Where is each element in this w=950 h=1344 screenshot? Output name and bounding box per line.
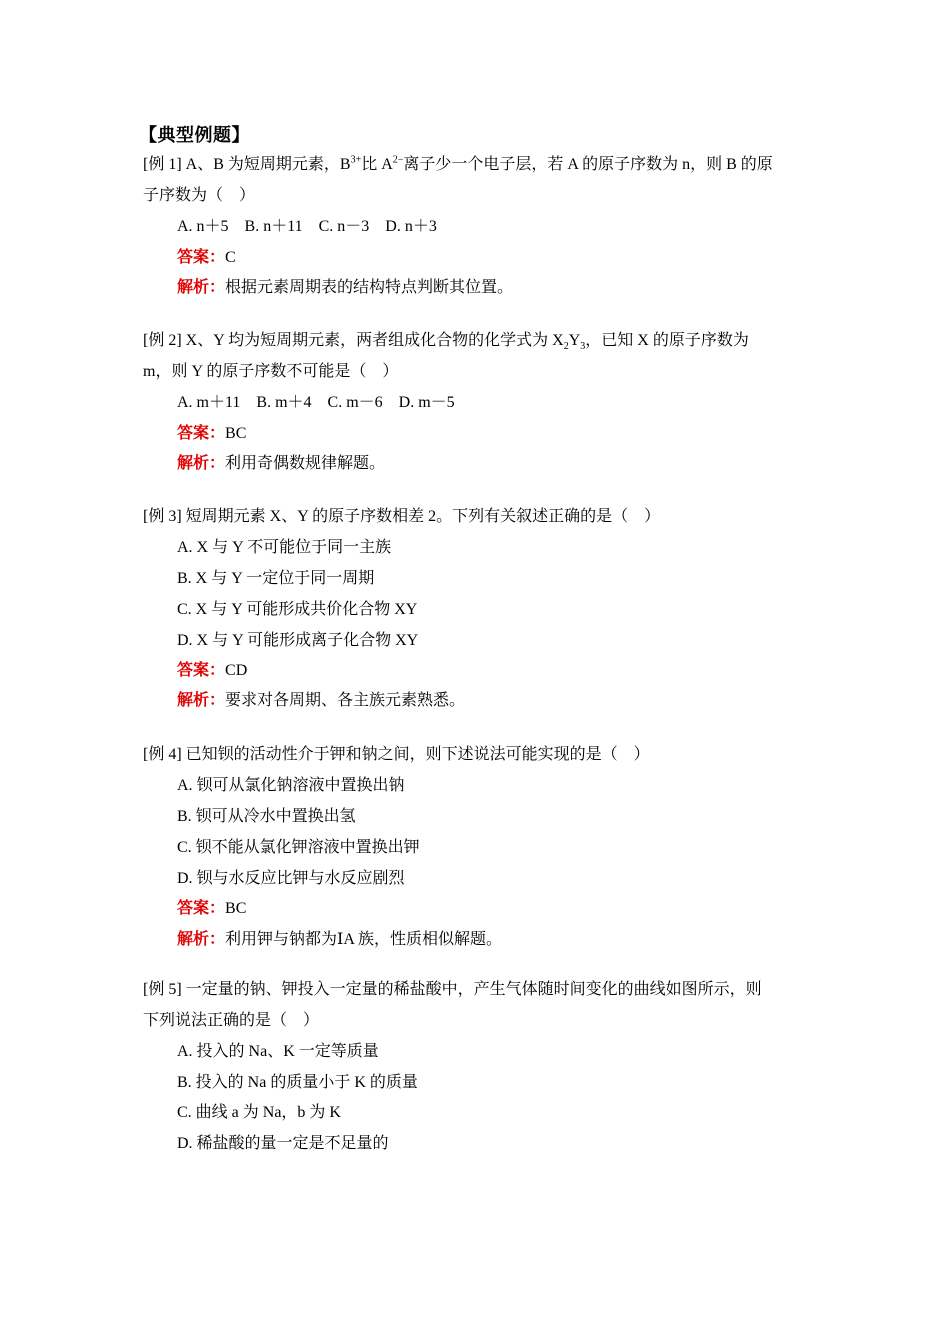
example-4-analysis: 解析：利用钾与钠都为ⅠA 族，性质相似解题。	[177, 931, 503, 948]
example-1-question-line-1: [例 1] A、B 为短周期元素，$B^{3+}$比 $A^{2-}$离子少一个电子层，若 A 的原子序数为 n，则 B 的原	[143, 154, 773, 173]
example-1-question-line-2: 子序数为（ ）	[143, 187, 256, 204]
answer-label: 答案：	[177, 425, 226, 442]
example-2-analysis: 解析：利用奇偶数规律解题。	[177, 455, 386, 472]
section-heading: 【典型例题】	[139, 125, 250, 145]
answer-label: 答案：	[177, 662, 226, 679]
example-4-option-a: A. 钡可从氯化钠溶液中置换出钠	[177, 777, 405, 794]
example-5-option-b: B. 投入的 Na 的质量小于 K 的质量	[177, 1074, 418, 1091]
example-1-options: A. n＋5 B. n＋11 C. n－3 D. n＋3	[177, 218, 437, 235]
example-4-option-b: B. 钡可从冷水中置换出氢	[177, 808, 356, 825]
analysis-label: 解析：	[177, 692, 226, 709]
example-2-answer: 答案：BC	[177, 425, 247, 442]
example-5-question-line-1: [例 5] 一定量的钠、钾投入一定量的稀盐酸中，产生气体随时间变化的曲线如图所示，则	[143, 981, 762, 998]
example-3-analysis: 解析：要求对各周期、各主族元素熟悉。	[177, 692, 466, 709]
example-4-question: [例 4] 已知钡的活动性介于钾和钠之间，则下述说法可能实现的是（ ）	[143, 746, 650, 763]
answer-label: 答案：	[177, 900, 226, 917]
example-4-option-d: D. 钡与水反应比钾与水反应剧烈	[177, 870, 405, 887]
example-3-option-a: A. X 与 Y 不可能位于同一主族	[177, 539, 392, 556]
analysis-label: 解析：	[177, 931, 226, 948]
example-3-answer: 答案：CD	[177, 662, 248, 679]
example-2-question-line-1: [例 2] X、Y 均为短周期元素，两者组成化合物的化学式为 $X_2Y_3$，已知 X 的原子序数为	[143, 332, 749, 353]
example-5-option-a: A. 投入的 Na、K 一定等质量	[177, 1043, 379, 1060]
example-3-option-c: C. X 与 Y 可能形成共价化合物 XY	[177, 601, 418, 618]
example-3-question: [例 3] 短周期元素 X、Y 的原子序数相差 2。下列有关叙述正确的是（ ）	[143, 508, 661, 525]
example-4-answer: 答案：BC	[177, 900, 247, 917]
example-1-answer: 答案：C	[177, 249, 236, 266]
example-3-option-b: B. X 与 Y 一定位于同一周期	[177, 570, 375, 587]
example-2-options: A. m＋11 B. m＋4 C. m－6 D. m－5	[177, 394, 455, 411]
example-3-option-d: D. X 与 Y 可能形成离子化合物 XY	[177, 632, 419, 649]
answer-label: 答案：	[177, 249, 226, 266]
example-5-option-d: D. 稀盐酸的量一定是不足量的	[177, 1135, 389, 1152]
example-1-analysis: 解析：根据元素周期表的结构特点判断其位置。	[177, 279, 514, 296]
analysis-label: 解析：	[177, 455, 226, 472]
example-4-option-c: C. 钡不能从氯化钾溶液中置换出钾	[177, 839, 420, 856]
example-5-option-c: C. 曲线 a 为 Na，b 为 K	[177, 1104, 341, 1121]
example-5-question-line-2: 下列说法正确的是（ ）	[143, 1012, 320, 1029]
example-2-question-line-2: m，则 Y 的原子序数不可能是（ ）	[143, 363, 399, 380]
analysis-label: 解析：	[177, 279, 226, 296]
